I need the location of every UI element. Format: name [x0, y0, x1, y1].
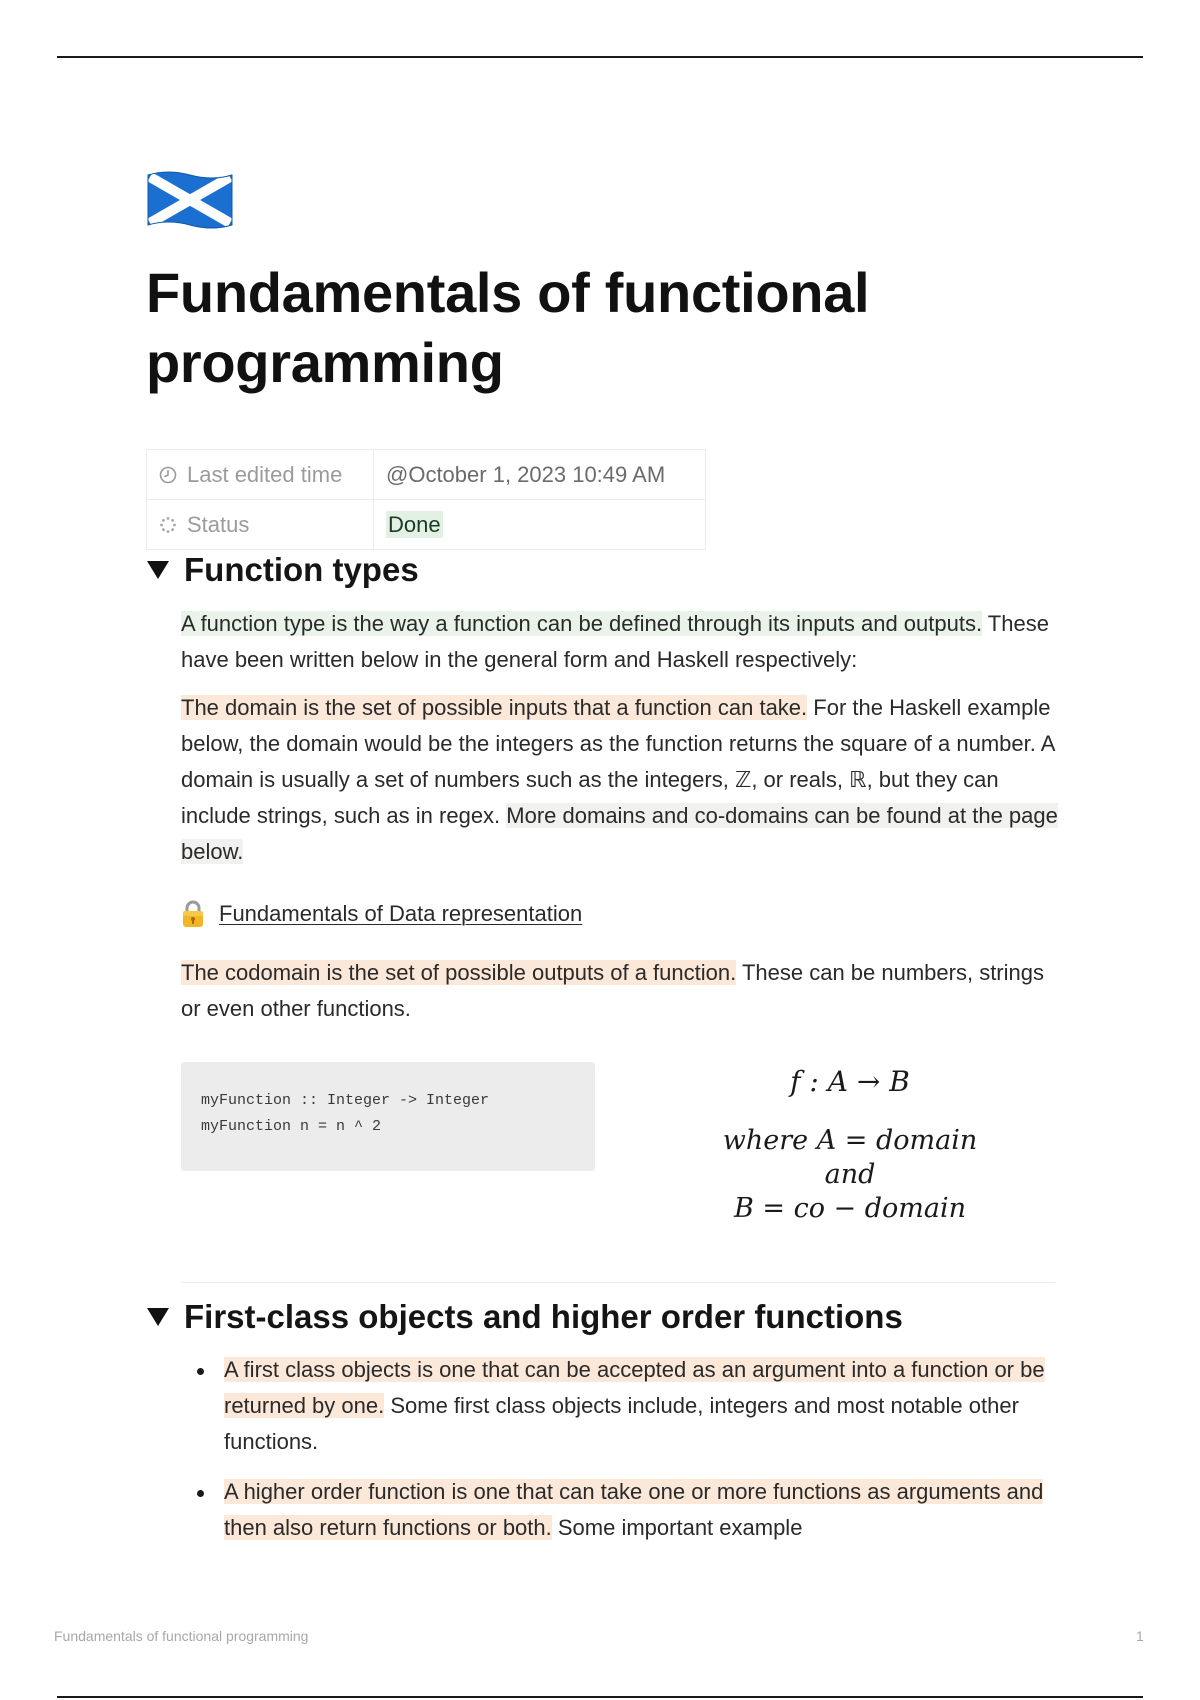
- toggle-heading-first-class-objects[interactable]: [146, 1298, 903, 1336]
- section-divider: [181, 1282, 1055, 1283]
- paragraph-text: For the Haskell example below, the domain would be the integers as the function returns the square of a number. A domain is usually a set of numbers such as the integers, ℤ, or reals, ℝ, but they can include strings, such as in regex.: [181, 695, 1055, 828]
- paragraph-domain: [181, 690, 1061, 870]
- paragraph-text: These have been written below in the general form and Haskell respectively:: [181, 611, 1049, 672]
- page-link-text[interactable]: Fundamentals of Data representation: [219, 901, 583, 926]
- list-item-text: Some important example: [551, 1515, 803, 1540]
- highlighted-text: A higher order function is one that can take one or more functions as arguments and then also return functions or both.: [224, 1479, 1044, 1540]
- property-row-status: [147, 500, 706, 550]
- page-title: Fundamentals of functional programming: [146, 261, 870, 394]
- status-spinner-icon: [159, 516, 177, 534]
- code-line: myFunction n = n ^ 2: [201, 1118, 382, 1135]
- property-name-cell: [147, 500, 374, 550]
- list-item-text: Some first class objects include, integers and most notable other functions.: [224, 1393, 1019, 1454]
- footer-document-title: Fundamentals of functional programming: [54, 1628, 309, 1644]
- properties-table: [146, 449, 706, 550]
- code-line: myFunction :: Integer -> Integer: [201, 1092, 490, 1109]
- property-label: Status: [187, 511, 250, 537]
- property-value-status[interactable]: [374, 500, 706, 550]
- list-item: [181, 1352, 1061, 1460]
- equation-and: and: [824, 1159, 876, 1190]
- equation-function-mapping: f : A → B: [790, 1065, 910, 1098]
- highlighted-text: A first class objects is one that can be accepted as an argument into a function or be returned by one.: [224, 1357, 1045, 1418]
- toggle-triangle-down-icon[interactable]: [146, 559, 170, 581]
- bottom-rule: [57, 1696, 1143, 1698]
- property-value-last-edited[interactable]: @October 1, 2023 10:49 AM: [374, 450, 706, 500]
- property-row-last-edited: [147, 450, 706, 500]
- highlighted-text: The codomain is the set of possible outputs of a function.: [181, 960, 737, 985]
- code-block-haskell[interactable]: [181, 1062, 595, 1171]
- highlighted-text: A function type is the way a function can be defined through its inputs and outputs.: [181, 611, 983, 636]
- status-badge[interactable]: Done: [388, 511, 441, 537]
- bullet-dot: [197, 1368, 204, 1375]
- equation-where-domain: where A = domain: [722, 1125, 978, 1156]
- list-item: [181, 1474, 1061, 1546]
- property-label: Last edited time: [187, 461, 343, 487]
- math-equation-block: [690, 1060, 1010, 1226]
- footer-page-number: 1: [1136, 1628, 1144, 1644]
- equation-codomain: B = co − domain: [733, 1193, 967, 1224]
- toggle-triangle-down-icon[interactable]: [146, 1306, 170, 1328]
- toggle-heading-function-types[interactable]: [146, 551, 419, 589]
- page-link-data-representation[interactable]: [181, 896, 582, 932]
- section-heading: First-class objects and higher order functions: [184, 1298, 903, 1335]
- bullet-list: [181, 1352, 1061, 1560]
- scotland-flag-icon: [146, 169, 234, 231]
- lock-icon: [181, 899, 205, 929]
- highlighted-text: The domain is the set of possible inputs that a function can take.: [181, 695, 808, 720]
- bullet-dot: [197, 1490, 204, 1497]
- paragraph-function-type-intro: [181, 606, 1061, 678]
- property-name-cell: [147, 450, 374, 500]
- top-rule: [57, 56, 1143, 58]
- paragraph-codomain: [181, 955, 1061, 1027]
- clock-icon: [159, 466, 177, 484]
- paragraph-text: These can be numbers, strings or even other functions.: [181, 960, 1044, 1021]
- section-heading: Function types: [184, 551, 419, 588]
- highlighted-text: More domains and co-domains can be found at the page below.: [181, 803, 1058, 864]
